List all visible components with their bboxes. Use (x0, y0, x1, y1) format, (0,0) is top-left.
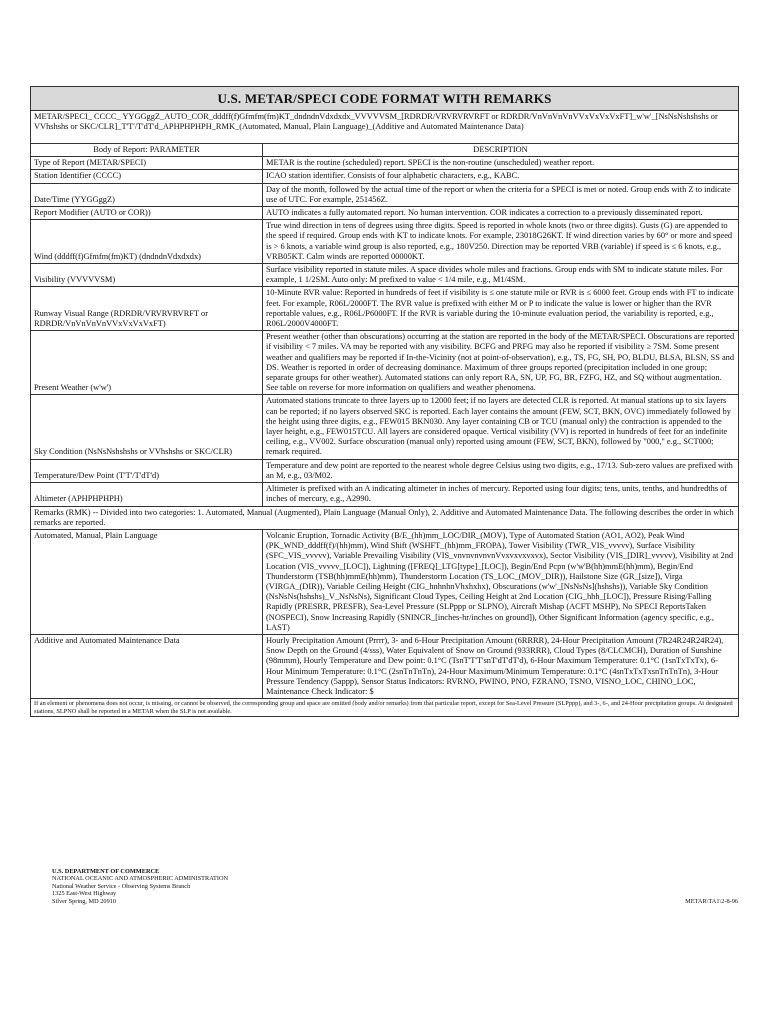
table-row (31, 157, 739, 170)
footer-address-1: 1325 East-West Highway (52, 890, 117, 898)
remarks-desc: Volcanic Eruption, Tornadic Activity (B/E_(hh)mm_LOC/DIR_(MOV), Type of Automated Station (AO1, AO2), Peak Wind (PK_WND_dddff(f)/(hh)mm), Wind Shift (WSHFT_(hh)mm_FROPA), Tower Visibility (TWR_VIS_vvvvv), Surface Visibility (SFC_VIS_vvvvv), Variable Prevailing Visibility (VIS_vnvnvnvnvnVvxvxvxvxvx), Sector Visibility (VIS_[DIR]_vvvvv), Visibility at 2nd Location (VIS_vvvvv_[LOC]), Lightning ([FREQ]_LTG[type]_[LOC]), Begin/End Pcpn (w'w'B(hh)mmE(hh)mm), Begin/End Thunderstorm (TSB(hh)mmE(hh)mm), Thunderstorm Location (TS_LOC_(MOV_DIR)), Hailstone Size (GR_[size]), Virga (VIRGA_(DIR)), Variable Ceiling Height (CIG_hnhnhnVhxhxhx), Obscurations (w'w'_[NsNsNs](hshshs)), Variable Sky Condition (NsNsNs(hshshs)_V_NsNsNs), Significant Cloud Types, Ceiling Height at 2nd Location (CIG_hhh_[LOC]), Pressure Rising/Falling Rapidly (PRESRR, PRESFR), Sea-Level Pressure (SLPppp or SLPNO), Aircraft Mishap (ACFT MSHP), No SPECI ReportsTaken (NOSPECI), Snow Increasing Rapidly (SNINCR_[inches-hr/inches on ground]), Other Significant Information (agency specific, e.g., LAST) (263, 529, 739, 634)
row-desc: Day of the month, followed by the actual time of the report or when the criteria for a SPECI is met or noted. Group ends with Z to indicate use of UTC. For example, 251456Z. (263, 183, 739, 206)
row-desc: Temperature and dew point are reported to the nearest whole degree Celsius using two digits, e.g., 17/13. Sub-zero values are prefixed with an M, e.g., 03/M02. (263, 459, 739, 482)
table-row (31, 331, 739, 395)
row-param: Wind (dddff(f)Gfmfm(fm)KT) (dndndnVdxdxdx) (31, 220, 263, 264)
page-title: U.S. METAR/SPECI CODE FORMAT WITH REMARKS (31, 87, 739, 111)
row-param: Date/Time (YYGGggZ) (31, 183, 263, 206)
row-param: Station Identifier (CCCC) (31, 170, 263, 183)
row-desc: AUTO indicates a fully automated report. No human intervention. COR indicates a correction to a previously disseminated report. (263, 207, 739, 220)
row-desc: 10-Minute RVR value: Reported in hundreds of feet if visibility is ≤ one statute mile or RVR is ≤ 6000 feet. Group ends with FT to indicate feet. For example, R06L/2000FT. The RVR value is prefixed with either M or P to indicate the value is lower or higher than the RVR reportable values, e.g., R06L/P6000FT. If the RVR is variable during the 10-minute evaluation period, the variability is reported, e.g., R06L/2000V4000FT. (263, 287, 739, 331)
metar-code-table (30, 86, 739, 717)
document-code: METAR\TA1\2-8-96 (685, 898, 738, 905)
row-param: Runway Visual Range (RDRDR/VRVRVRVRFT or RDRDR/VnVnVnVnVVxVxVxVxFT) (31, 287, 263, 331)
format-line: METAR/SPECI_ CCCC_ YYGGggZ_AUTO_COR_dddff(f)Gfmfm(fm)KT_dndndnVdxdxdx_VVVVVSM_[RDRDR/VRVRVRVRFT or RDRDR/VnVnVnVnVVxVxVxVxFT]_w'w'_[NsNsNshshshs or VVhshshs or SKC/CLR]_T'T'/T'dT'd_APHPHPHPH_RMK_(Automated, Manual, Plain Language)_(Additive and Automated Maintenance Data) (31, 111, 739, 144)
remarks-param: Additive and Automated Maintenance Data (31, 634, 263, 698)
table-row (31, 395, 739, 459)
publisher-footer (52, 868, 738, 905)
footnote: If an element or phenomena does not occur, is missing, or cannot be observed, the corresponding group and space are omitted (body and/or remarks) from that particular report, except for Sea-Level Pressure (SLPppp), and 3-, 6-, and 24-Hour precipitation groups. At designated stations, SLPNO shall be reported in a METAR when the SLP is not available. (31, 699, 739, 717)
footer-noaa: NATIONAL OCEANIC AND ATMOSPHERIC ADMINISTRATION (52, 875, 229, 883)
table-row (31, 459, 739, 482)
row-desc: Surface visibility reported in statute miles. A space divides whole miles and fractions. Group ends with SM to indicate statute miles. For example, 1 1/2SM. Auto only: M prefixed to value < 1/4 mile, e.g., M1/4SM. (263, 264, 739, 287)
row-param: Temperature/Dew Point (T'T'/T'dT'd) (31, 459, 263, 482)
table-row (31, 529, 739, 634)
row-param: Report Modifier (AUTO or COR)) (31, 207, 263, 220)
desc-header: DESCRIPTION (263, 144, 739, 157)
format-row (31, 111, 739, 144)
row-desc: Present weather (other than obscurations) occurring at the station are reported in the body of the METAR/SPECI. Obscurations are reported if visibility < 7 miles. VA may be reported with any visibility. BCFG and PRFG may also be reported if visibility ≥ 7SM. Some present weather and qualifiers may be reported if In-the-Vicinity (not at point-of-observation), e.g., TS, FG, SH, PO, BLDU, BLSA, BLSN, SS and DS. Weather is reported in order of decreasing dominance. Maximum of three groups reported (precipitation included in one group; separate groups for other weather). Automated stations can only report RA, SN, UP, FG, BR, FZFG, HZ, and SQ without augmentation. See table on reverse for more information on qualifiers and weather phenomena. (263, 331, 739, 395)
table-row (31, 287, 739, 331)
table-row (31, 264, 739, 287)
row-param: Altimeter (APHPHPHPH) (31, 483, 263, 506)
table-row (31, 220, 739, 264)
remarks-param: Automated, Manual, Plain Language (31, 529, 263, 634)
title-row (31, 87, 739, 111)
table-row (31, 183, 739, 206)
row-desc: True wind direction in tens of degrees using three digits. Speed is reported in whole knots (two or three digits). Gusts (G) are appended to the speed if required. Group ends with KT to indicate knots. For example, 23018G26KT. If wind direction varies by 60° or more and speed is > 6 knots, a variable wind group is also reported, e.g., 180V250. Direction may be reported VRB (variable) if speed is ≤ 6 knots, e.g., VRB05KT. Calm winds are reported 00000KT. (263, 220, 739, 264)
remarks-desc: Hourly Precipitation Amount (Prrrr), 3- and 6-Hour Precipitation Amount (6RRRR), 24-Hour Precipitation Amount (7R24R24R24R24), Snow Depth on the Ground (4/sss), Water Equivalent of Snow on Ground (933RRR), Cloud Types (8/CLCMCH), Duration of Sunshine (98mmm), Hourly Temperature and Dew point: 0.1°C (TsnT'T'T'snT'dT'dT'd), 6-Hour Maximum Temperature: 0.1°C (1snTxTxTx), 6-Hour Minimum Temperature: 0.1°C (2snTnTnTn), 24-Hour Maximum/Minimum Temperature: 0.1°C (4snTxTxTxsnTnTnTn), 3-Hour Pressure Tendency (5appp), Sensor Status Indicators: RVRNO, PWINO, PNO, FZRANO, TSNO, VISNO_LOC, CHINO_LOC, Maintenance Check Indicator: $ (263, 634, 739, 698)
footer-dept: U.S. DEPARTMENT OF COMMERCE (52, 868, 160, 875)
table-row (31, 207, 739, 220)
remarks-intro-row (31, 506, 739, 529)
row-desc: Automated stations truncate to three layers up to 12000 feet; if no layers are detected CLR is reported. At manual stations up to six layers can be reported; if no layers observed SKC is reported. Each layer contains the amount (FEW, SCT, BKN, OVC) immediately followed by the height using three digits, e.g., FEW015 BKN030. Any layer containing CB or TCU (manual only) the contraction is appended to the layer height, e.g., FEW015TCU. All layers are considered opaque. Vertical visibility (VV) is reported in hundreds of feet for an indefinite ceiling, e.g., VV002. Surface obscuration (manual only) reported using amount (FEW, SCT, BKN), followed by "000," e.g., SCT000; remark required. (263, 395, 739, 459)
param-header: Body of Report: PARAMETER (31, 144, 263, 157)
row-desc: METAR is the routine (scheduled) report. SPECI is the non-routine (unscheduled) weather report. (263, 157, 739, 170)
table-row (31, 170, 739, 183)
header-row (31, 144, 739, 157)
row-param: Type of Report (METAR/SPECI) (31, 157, 263, 170)
footer-nws: National Weather Service - Observing Systems Branch (52, 882, 191, 890)
table-row (31, 634, 739, 698)
row-param: Visibility (VVVVVSM) (31, 264, 263, 287)
row-param: Sky Condition (NsNsNshshshs or VVhshshs or SKC/CLR) (31, 395, 263, 459)
footnote-row (31, 699, 739, 717)
code-format-sheet (30, 86, 738, 717)
remarks-intro: Remarks (RMK) -- Divided into two categories: 1. Automated, Manual (Augmented), Plain Language (Manual Only), 2. Additive and Automated Maintenance Data. The following describes the order in which remarks are reported. (31, 506, 739, 529)
row-desc: Altimeter is prefixed with an A indicating altimeter in inches of mercury. Reported using four digits; tens, units, tenths, and hundredths of inches of mercury, e.g., A2990. (263, 483, 739, 506)
footer-address-2: Silver Spring, MD 20910 (52, 897, 117, 905)
row-desc: ICAO station identifier. Consists of four alphabetic characters, e.g., KABC. (263, 170, 739, 183)
row-param: Present Weather (w'w') (31, 331, 263, 395)
table-row (31, 483, 739, 506)
